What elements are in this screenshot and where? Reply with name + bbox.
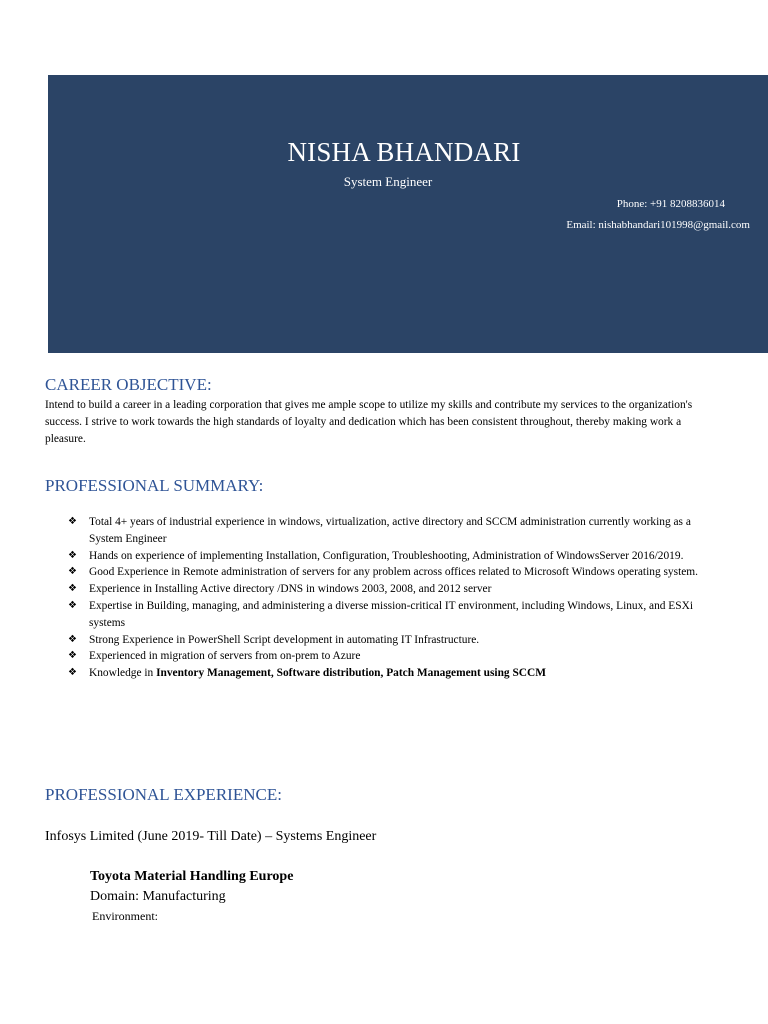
candidate-name: NISHA BHANDARI (287, 137, 521, 167)
list-item (68, 648, 718, 665)
list-item (68, 598, 718, 632)
career-objective-heading: CAREER OBJECTIVE: (45, 375, 212, 394)
list-item-text: Total 4+ years of industrial experience in windows, virtualization, active directory and SCCM administration currently working as a System Engineer (89, 516, 691, 545)
list-item (68, 665, 718, 682)
header-band (48, 75, 768, 353)
list-item-text: Good Experience in Remote administration of servers for any problem across offices related to Microsoft Windows operating system. (89, 566, 698, 579)
list-item (68, 514, 718, 548)
list-item-text: Hands on experience of implementing Installation, Configuration, Troubleshooting, Administration of WindowsServer 2016/2019. (89, 549, 684, 562)
professional-experience-heading: PROFESSIONAL EXPERIENCE: (45, 785, 282, 804)
domain-line: Domain: Manufacturing (90, 889, 226, 904)
career-objective-text: Intend to build a career in a leading corporation that gives me ample scope to utilize my skills and contribute my services to the organization's success. I strive to work towards the high standards of loyalty and dedication which has been consistent throughout, thereby making work a pleasure. (45, 399, 693, 445)
diamond-bullet-icon: ❖ (68, 633, 77, 645)
professional-summary-heading: PROFESSIONAL SUMMARY: (45, 476, 264, 495)
employer-line: Infosys Limited (June 2019- Till Date) – Systems Engineer (45, 829, 377, 844)
list-item-text: Strong Experience in PowerShell Script development in automating IT Infrastructure. (89, 633, 480, 646)
list-item (68, 632, 718, 649)
phone-text: Phone: +91 8208836014 (616, 198, 725, 210)
environment-line: Environment: (92, 909, 158, 923)
list-item-text: Experienced in migration of servers from on-prem to Azure (89, 650, 361, 663)
client-name: Toyota Material Handling Europe (90, 869, 294, 884)
list-item (68, 581, 718, 598)
list-item-text-prefix: Knowledge in (89, 667, 157, 680)
list-item (68, 548, 718, 565)
list-item (68, 564, 718, 581)
diamond-bullet-icon: ❖ (68, 599, 77, 611)
list-item-text: Experience in Installing Active directory /DNS in windows 2003, 2008, and 2012 server (89, 583, 492, 596)
diamond-bullet-icon: ❖ (68, 516, 77, 527)
list-item-text-bold: Inventory Management, Software distribution, Patch Management using SCCM (156, 667, 546, 680)
diamond-bullet-icon: ❖ (68, 667, 77, 679)
list-item-text: Expertise in Building, managing, and administering a diverse mission-critical IT environment, including Windows, Linux, and ESXi systems (89, 599, 693, 629)
diamond-bullet-icon: ❖ (68, 650, 77, 662)
professional-summary-list (68, 514, 718, 682)
diamond-bullet-icon: ❖ (68, 549, 77, 561)
email-text: Email: nishabhandari101998@gmail.com (566, 219, 750, 231)
diamond-bullet-icon: ❖ (68, 566, 77, 578)
diamond-bullet-icon: ❖ (68, 583, 77, 595)
job-title: System Engineer (343, 174, 433, 189)
